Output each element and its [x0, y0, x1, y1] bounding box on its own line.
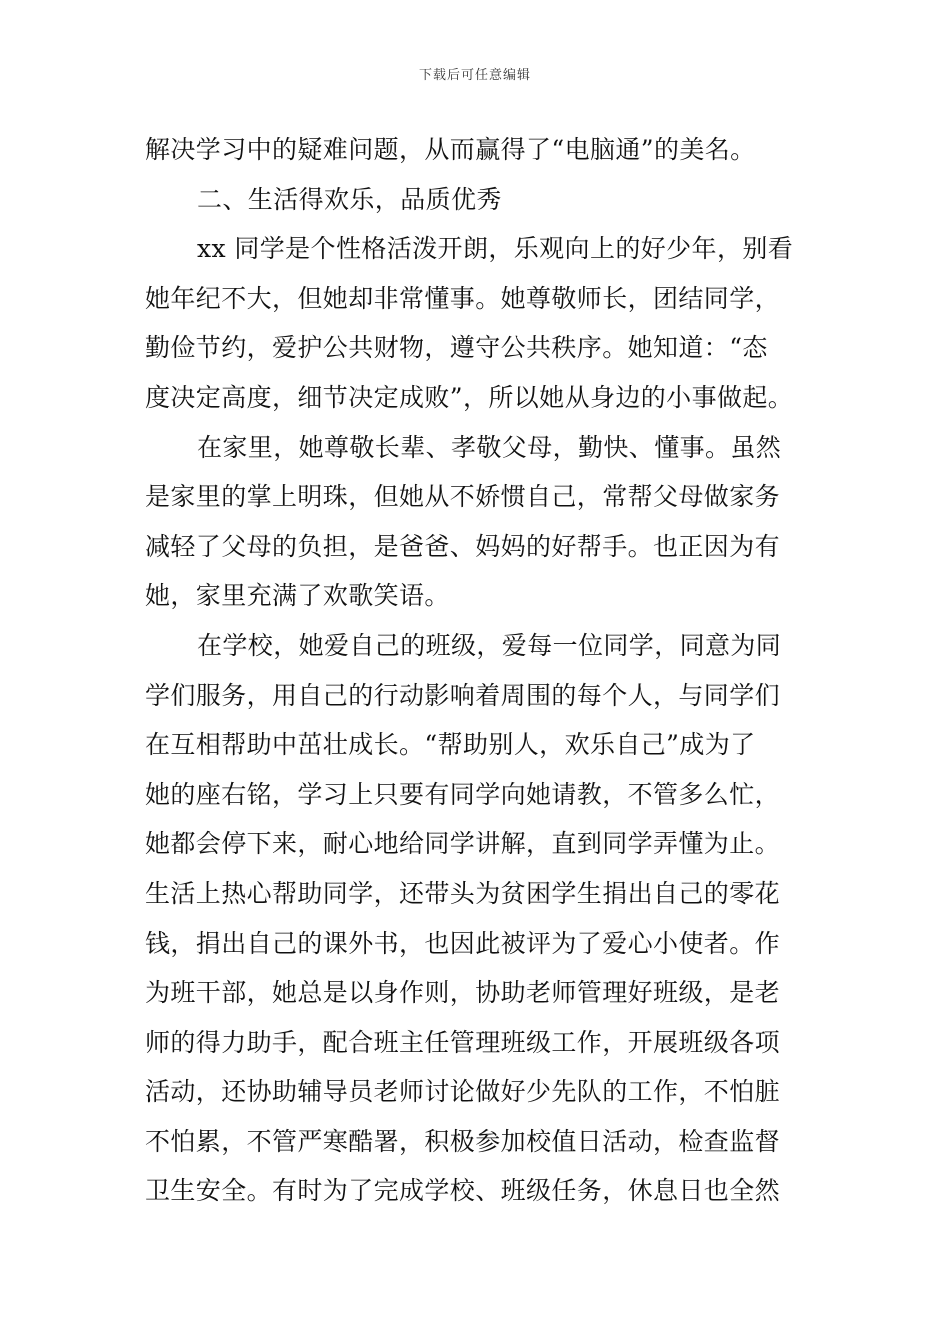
text-line-4: 她年纪不大，但她却非常懂事。她尊敬师长，团结同学，: [145, 283, 781, 313]
text-line-16: 生活上热心帮助同学，还带头为贫困学生捐出自己的零花: [145, 878, 781, 908]
text-line-2: 二、生活得欢乐，品质优秀: [197, 184, 502, 214]
text-line-3: xx 同学是个性格活泼开朗，乐观向上的好少年，别看: [197, 234, 794, 264]
text-line-17: 钱，捐出自己的课外书，也因此被评为了爱心小使者。作: [145, 928, 781, 958]
text-line-8: 是家里的掌上明珠，但她从不娇惯自己，常帮父母做家务: [145, 482, 781, 512]
page-header: 下载后可任意编辑: [418, 68, 531, 83]
text-line-6: 度决定高度，细节决定成败”，所以她从身边的小事做起。: [145, 382, 794, 412]
text-line-19: 师的得力助手，配合班主任管理班级工作，开展班级各项: [145, 1027, 781, 1057]
text-line-1: 解决学习中的疑难问题，从而赢得了“电脑通”的美名。: [145, 135, 756, 164]
text-line-14: 她的座右铭，学习上只要有同学向她请教，不管多么忙，: [145, 779, 781, 809]
text-line-5: 勤俭节约，爱护公共财物，遵守公共秩序。她知道：“态: [145, 333, 768, 363]
text-line-21: 不怕累，不管严寒酷署，积极参加校值日活动，检查监督: [145, 1126, 781, 1156]
document-body: [145, 125, 807, 1216]
text-line-18: 为班干部，她总是以身作则，协助老师管理好班级，是老: [145, 978, 781, 1008]
text-line-12: 学们服务，用自己的行动影响着周围的每个人，与同学们: [145, 680, 781, 710]
text-line-22: 卫生安全。有时为了完成学校、班级任务，休息日也全然: [145, 1176, 781, 1206]
text-line-7: 在家里，她尊敬长辈、孝敬父母，勤快、懂事。虽然: [197, 432, 782, 462]
text-line-13: 在互相帮助中茁壮成长。“帮助别人，欢乐自己”成为了: [145, 730, 756, 760]
text-line-20: 活动，还协助辅导员老师讨论做好少先队的工作，不怕脏: [145, 1077, 781, 1107]
text-line-15: 她都会停下来，耐心地给同学讲解，直到同学弄懂为止。: [145, 829, 781, 859]
text-line-11: 在学校，她爱自己的班级，爱每一位同学，同意为同: [197, 630, 782, 660]
text-line-10: 她，家里充满了欢歌笑语。: [145, 581, 450, 611]
text-line-9: 减轻了父母的负担，是爸爸、妈妈的好帮手。也正因为有: [145, 531, 781, 561]
